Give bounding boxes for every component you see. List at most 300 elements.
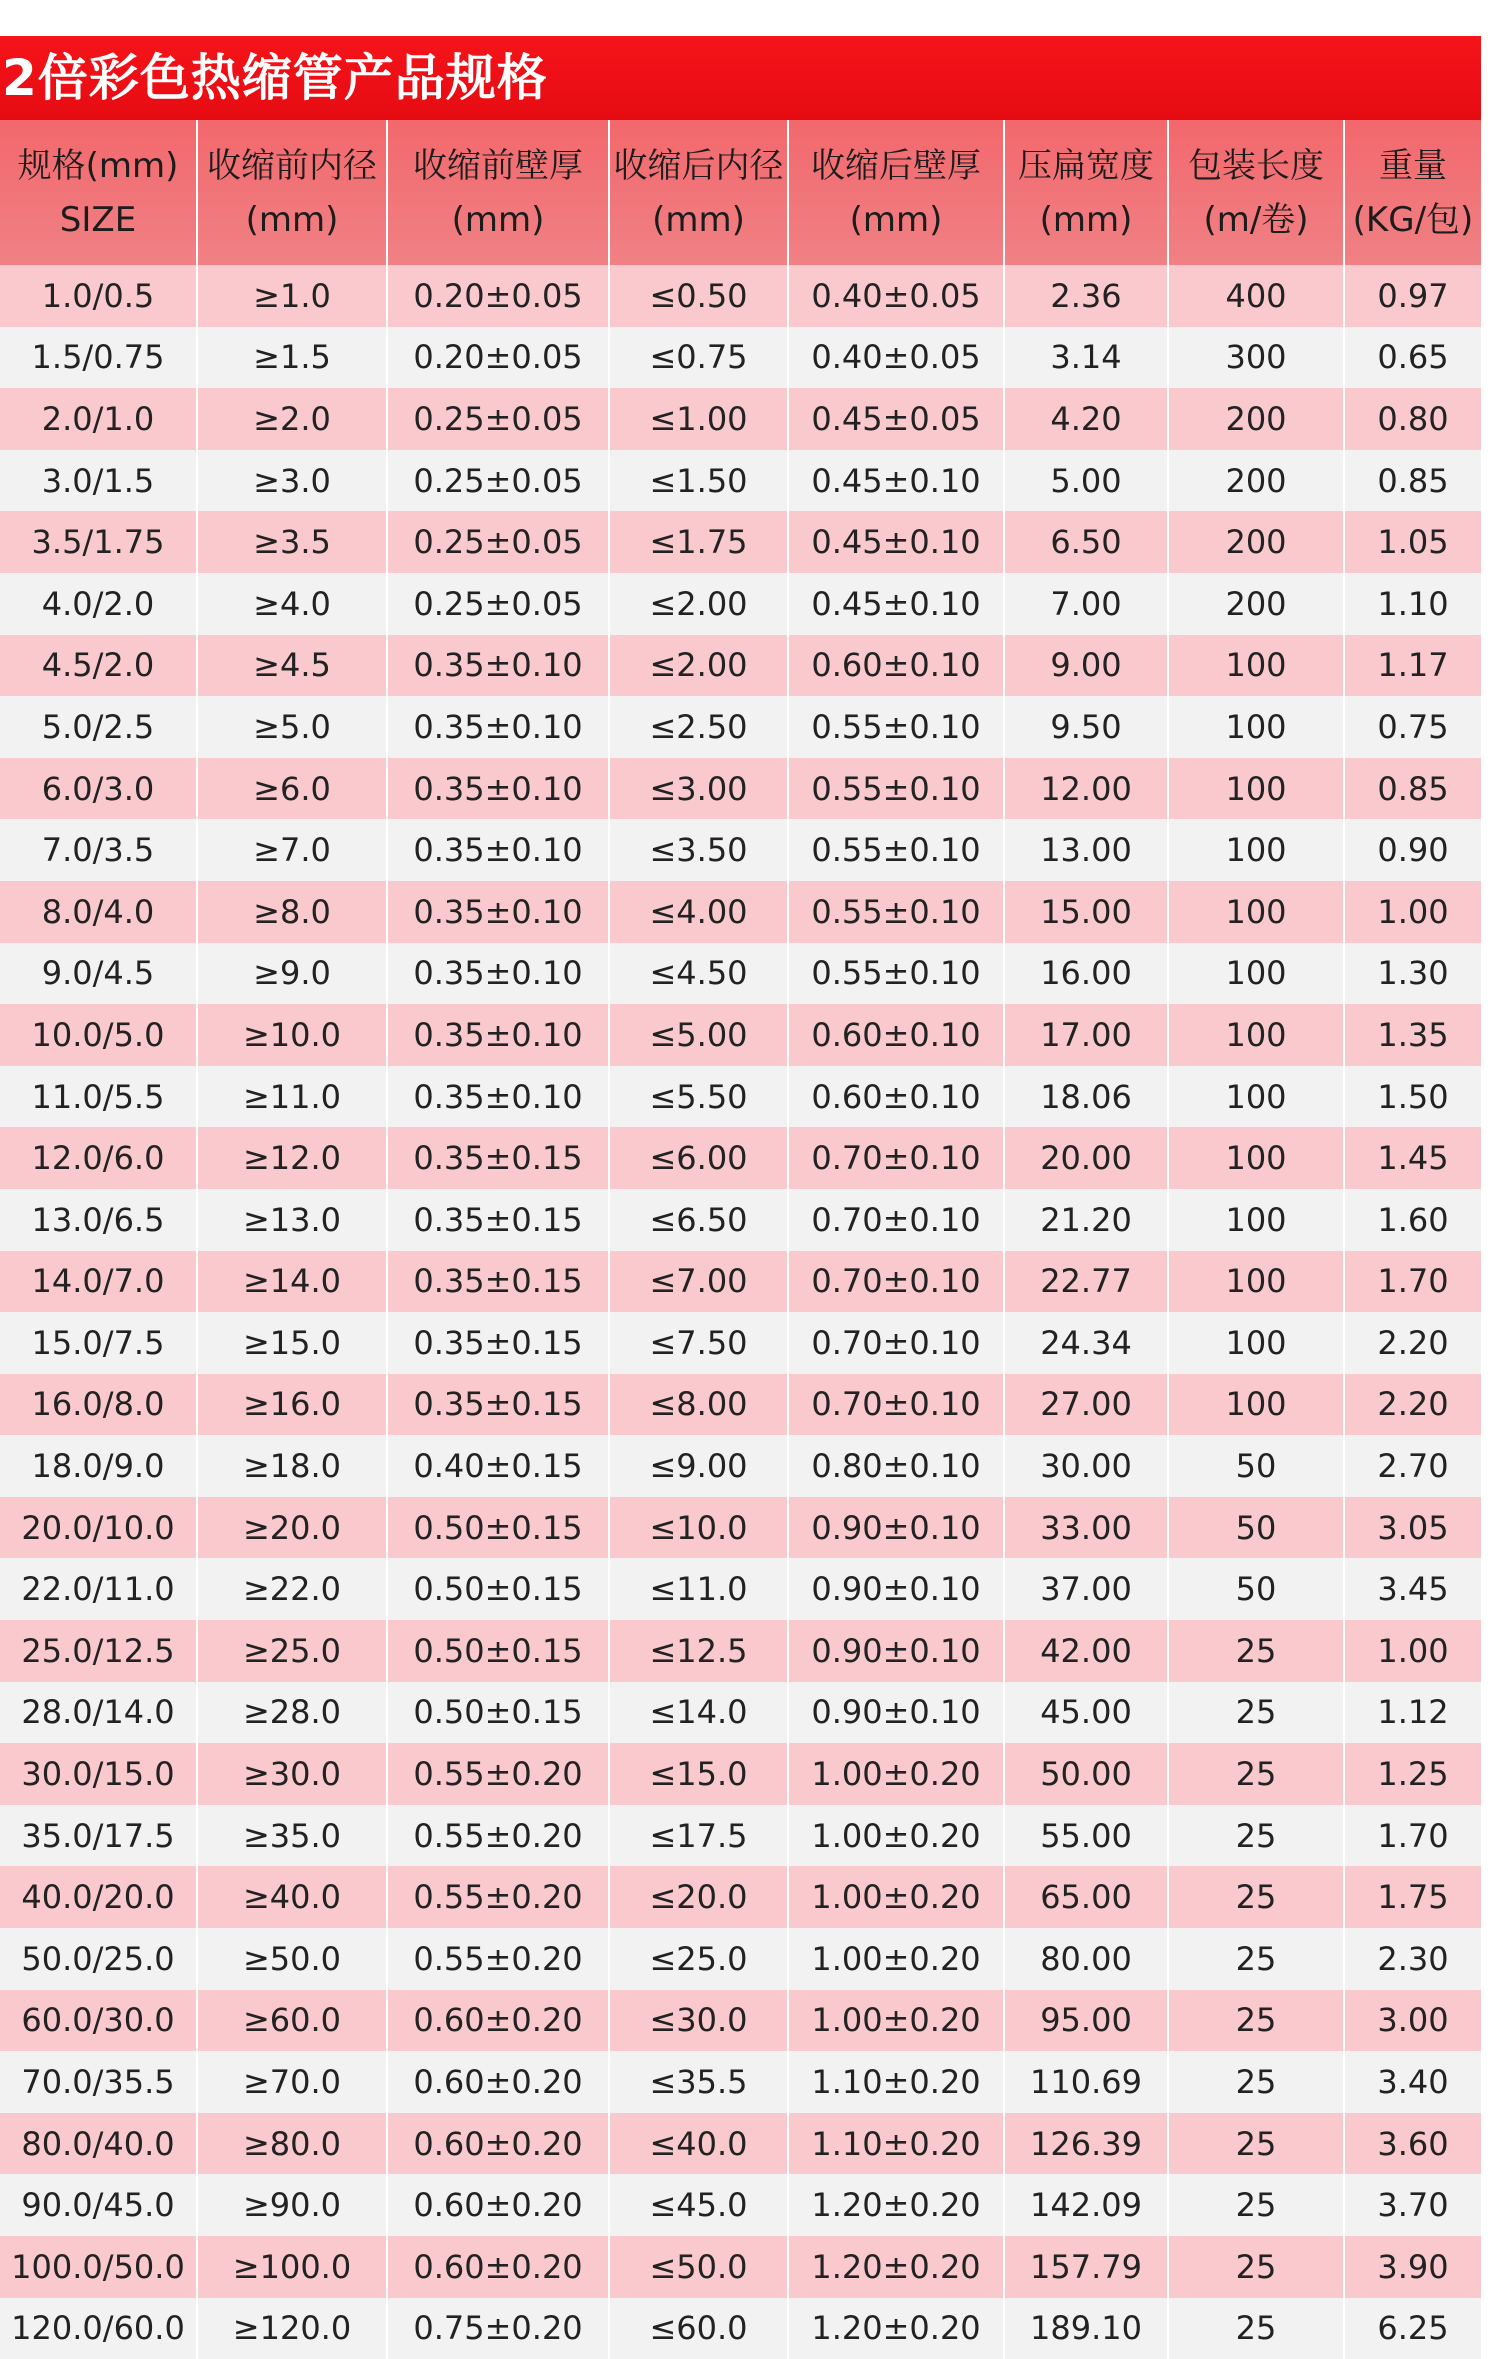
cell-size: 120.0/60.0 — [0, 2298, 197, 2359]
title-banner — [0, 36, 1481, 120]
cell-pre-wall-thickness: 0.25±0.05 — [387, 511, 609, 573]
header-weight: 重量 (KG/包) — [1344, 120, 1481, 265]
cell-package-length: 200 — [1168, 511, 1344, 573]
cell-pre-inner-diameter: ≥60.0 — [197, 1990, 387, 2052]
cell-pre-inner-diameter: ≥12.0 — [197, 1127, 387, 1189]
cell-package-length: 100 — [1168, 1189, 1344, 1251]
cell-pre-wall-thickness: 0.35±0.15 — [387, 1251, 609, 1313]
cell-pre-inner-diameter: ≥120.0 — [197, 2298, 387, 2359]
cell-pre-wall-thickness: 0.60±0.20 — [387, 2174, 609, 2236]
cell-weight: 1.35 — [1344, 1004, 1481, 1066]
cell-package-length: 25 — [1168, 1805, 1344, 1867]
cell-size: 7.0/3.5 — [0, 819, 197, 881]
cell-post-wall-thickness: 0.60±0.10 — [788, 1066, 1004, 1128]
cell-pre-wall-thickness: 0.50±0.15 — [387, 1620, 609, 1682]
cell-size: 1.5/0.75 — [0, 327, 197, 389]
cell-flat-width: 12.00 — [1004, 758, 1168, 820]
cell-pre-wall-thickness: 0.60±0.20 — [387, 2051, 609, 2113]
cell-flat-width: 18.06 — [1004, 1066, 1168, 1128]
cell-weight: 1.25 — [1344, 1743, 1481, 1805]
table-row — [0, 758, 1481, 820]
cell-flat-width: 110.69 — [1004, 2051, 1168, 2113]
cell-pre-wall-thickness: 0.35±0.10 — [387, 696, 609, 758]
cell-flat-width: 7.00 — [1004, 573, 1168, 635]
cell-flat-width: 9.50 — [1004, 696, 1168, 758]
cell-post-wall-thickness: 1.10±0.20 — [788, 2051, 1004, 2113]
cell-flat-width: 80.00 — [1004, 1928, 1168, 1990]
cell-post-inner-diameter: ≤30.0 — [609, 1990, 788, 2052]
cell-post-inner-diameter: ≤3.00 — [609, 758, 788, 820]
cell-weight: 0.90 — [1344, 819, 1481, 881]
cell-pre-inner-diameter: ≥9.0 — [197, 943, 387, 1005]
cell-post-inner-diameter: ≤2.50 — [609, 696, 788, 758]
cell-post-wall-thickness: 1.20±0.20 — [788, 2174, 1004, 2236]
cell-pre-inner-diameter: ≥1.5 — [197, 327, 387, 389]
cell-post-inner-diameter: ≤5.50 — [609, 1066, 788, 1128]
cell-weight: 0.65 — [1344, 327, 1481, 389]
cell-pre-wall-thickness: 0.25±0.05 — [387, 450, 609, 512]
cell-size: 6.0/3.0 — [0, 758, 197, 820]
cell-size: 18.0/9.0 — [0, 1435, 197, 1497]
cell-post-inner-diameter: ≤2.00 — [609, 573, 788, 635]
table-body — [0, 265, 1481, 2359]
cell-package-length: 25 — [1168, 1866, 1344, 1928]
cell-post-wall-thickness: 1.10±0.20 — [788, 2113, 1004, 2175]
table-row — [0, 1928, 1481, 1990]
cell-pre-wall-thickness: 0.35±0.15 — [387, 1312, 609, 1374]
cell-flat-width: 50.00 — [1004, 1743, 1168, 1805]
cell-size: 15.0/7.5 — [0, 1312, 197, 1374]
cell-post-wall-thickness: 1.20±0.20 — [788, 2298, 1004, 2359]
cell-pre-wall-thickness: 0.55±0.20 — [387, 1866, 609, 1928]
cell-pre-wall-thickness: 0.60±0.20 — [387, 2236, 609, 2298]
cell-weight: 0.97 — [1344, 265, 1481, 327]
cell-pre-wall-thickness: 0.35±0.10 — [387, 881, 609, 943]
cell-size: 8.0/4.0 — [0, 881, 197, 943]
cell-pre-wall-thickness: 0.55±0.20 — [387, 1743, 609, 1805]
page-title: 2倍彩色热缩管产品规格 — [2, 49, 548, 107]
cell-pre-inner-diameter: ≥50.0 — [197, 1928, 387, 1990]
cell-flat-width: 21.20 — [1004, 1189, 1168, 1251]
cell-package-length: 25 — [1168, 1990, 1344, 2052]
cell-package-length: 25 — [1168, 1743, 1344, 1805]
cell-post-wall-thickness: 0.60±0.10 — [788, 1004, 1004, 1066]
cell-flat-width: 3.14 — [1004, 327, 1168, 389]
table-row — [0, 1990, 1481, 2052]
cell-weight: 2.20 — [1344, 1312, 1481, 1374]
cell-post-wall-thickness: 0.70±0.10 — [788, 1127, 1004, 1189]
cell-size: 20.0/10.0 — [0, 1497, 197, 1559]
cell-pre-inner-diameter: ≥14.0 — [197, 1251, 387, 1313]
header-post-wall-thickness: 收缩后壁厚 (mm) — [788, 120, 1004, 265]
cell-post-wall-thickness: 0.45±0.10 — [788, 511, 1004, 573]
cell-pre-wall-thickness: 0.55±0.20 — [387, 1805, 609, 1867]
cell-post-inner-diameter: ≤7.50 — [609, 1312, 788, 1374]
cell-pre-inner-diameter: ≥4.5 — [197, 635, 387, 697]
cell-pre-inner-diameter: ≥70.0 — [197, 2051, 387, 2113]
cell-pre-inner-diameter: ≥10.0 — [197, 1004, 387, 1066]
table-row — [0, 1805, 1481, 1867]
cell-pre-inner-diameter: ≥80.0 — [197, 2113, 387, 2175]
cell-size: 9.0/4.5 — [0, 943, 197, 1005]
cell-size: 1.0/0.5 — [0, 265, 197, 327]
cell-pre-wall-thickness: 0.35±0.15 — [387, 1189, 609, 1251]
cell-package-length: 25 — [1168, 2236, 1344, 2298]
cell-size: 4.5/2.0 — [0, 635, 197, 697]
cell-post-wall-thickness: 0.70±0.10 — [788, 1189, 1004, 1251]
cell-flat-width: 16.00 — [1004, 943, 1168, 1005]
cell-pre-inner-diameter: ≥15.0 — [197, 1312, 387, 1374]
cell-pre-inner-diameter: ≥18.0 — [197, 1435, 387, 1497]
cell-post-inner-diameter: ≤6.00 — [609, 1127, 788, 1189]
cell-post-inner-diameter: ≤50.0 — [609, 2236, 788, 2298]
cell-pre-inner-diameter: ≥25.0 — [197, 1620, 387, 1682]
table-row — [0, 388, 1481, 450]
cell-size: 4.0/2.0 — [0, 573, 197, 635]
cell-weight: 1.50 — [1344, 1066, 1481, 1128]
cell-flat-width: 22.77 — [1004, 1251, 1168, 1313]
cell-weight: 1.45 — [1344, 1127, 1481, 1189]
cell-package-length: 25 — [1168, 1682, 1344, 1744]
cell-package-length: 100 — [1168, 1004, 1344, 1066]
cell-pre-wall-thickness: 0.55±0.20 — [387, 1928, 609, 1990]
cell-package-length: 100 — [1168, 635, 1344, 697]
cell-flat-width: 15.00 — [1004, 881, 1168, 943]
cell-flat-width: 45.00 — [1004, 1682, 1168, 1744]
cell-weight: 1.10 — [1344, 573, 1481, 635]
cell-post-wall-thickness: 0.55±0.10 — [788, 696, 1004, 758]
table-row — [0, 1743, 1481, 1805]
cell-size: 5.0/2.5 — [0, 696, 197, 758]
header-flat-width: 压扁宽度 (mm) — [1004, 120, 1168, 265]
cell-post-inner-diameter: ≤7.00 — [609, 1251, 788, 1313]
cell-flat-width: 5.00 — [1004, 450, 1168, 512]
table-row — [0, 511, 1481, 573]
cell-pre-inner-diameter: ≥90.0 — [197, 2174, 387, 2236]
spec-table — [0, 120, 1481, 2359]
cell-weight: 1.00 — [1344, 881, 1481, 943]
cell-weight: 3.05 — [1344, 1497, 1481, 1559]
cell-package-length: 50 — [1168, 1497, 1344, 1559]
cell-package-length: 50 — [1168, 1558, 1344, 1620]
cell-post-wall-thickness: 0.70±0.10 — [788, 1374, 1004, 1436]
cell-post-inner-diameter: ≤40.0 — [609, 2113, 788, 2175]
cell-pre-wall-thickness: 0.50±0.15 — [387, 1558, 609, 1620]
cell-size: 70.0/35.5 — [0, 2051, 197, 2113]
cell-pre-inner-diameter: ≥6.0 — [197, 758, 387, 820]
cell-weight: 3.90 — [1344, 2236, 1481, 2298]
cell-post-wall-thickness: 0.45±0.05 — [788, 388, 1004, 450]
table-row — [0, 1682, 1481, 1744]
cell-post-inner-diameter: ≤0.75 — [609, 327, 788, 389]
table-row — [0, 1066, 1481, 1128]
cell-size: 10.0/5.0 — [0, 1004, 197, 1066]
cell-pre-wall-thickness: 0.35±0.10 — [387, 819, 609, 881]
cell-flat-width: 42.00 — [1004, 1620, 1168, 1682]
table-row — [0, 2298, 1481, 2359]
cell-flat-width: 33.00 — [1004, 1497, 1168, 1559]
cell-pre-wall-thickness: 0.35±0.10 — [387, 943, 609, 1005]
cell-pre-inner-diameter: ≥7.0 — [197, 819, 387, 881]
table-row — [0, 1435, 1481, 1497]
table-row — [0, 881, 1481, 943]
cell-post-wall-thickness: 0.55±0.10 — [788, 758, 1004, 820]
cell-post-wall-thickness: 0.55±0.10 — [788, 819, 1004, 881]
cell-package-length: 100 — [1168, 696, 1344, 758]
table-row — [0, 450, 1481, 512]
cell-pre-inner-diameter: ≥35.0 — [197, 1805, 387, 1867]
cell-package-length: 200 — [1168, 450, 1344, 512]
cell-package-length: 25 — [1168, 1928, 1344, 1990]
cell-flat-width: 189.10 — [1004, 2298, 1168, 2359]
cell-package-length: 100 — [1168, 1066, 1344, 1128]
cell-package-length: 25 — [1168, 2174, 1344, 2236]
cell-post-wall-thickness: 0.55±0.10 — [788, 881, 1004, 943]
header-package-length: 包装长度 (m/卷) — [1168, 120, 1344, 265]
cell-post-inner-diameter: ≤9.00 — [609, 1435, 788, 1497]
cell-weight: 3.40 — [1344, 2051, 1481, 2113]
cell-pre-wall-thickness: 0.35±0.15 — [387, 1374, 609, 1436]
cell-flat-width: 30.00 — [1004, 1435, 1168, 1497]
cell-pre-wall-thickness: 0.20±0.05 — [387, 265, 609, 327]
header-post-inner-diameter: 收缩后内径 (mm) — [609, 120, 788, 265]
cell-weight: 3.70 — [1344, 2174, 1481, 2236]
cell-flat-width: 142.09 — [1004, 2174, 1168, 2236]
table-row — [0, 943, 1481, 1005]
cell-post-inner-diameter: ≤6.50 — [609, 1189, 788, 1251]
cell-post-inner-diameter: ≤35.5 — [609, 2051, 788, 2113]
cell-flat-width: 55.00 — [1004, 1805, 1168, 1867]
cell-size: 11.0/5.5 — [0, 1066, 197, 1128]
cell-size: 100.0/50.0 — [0, 2236, 197, 2298]
cell-package-length: 100 — [1168, 881, 1344, 943]
cell-post-wall-thickness: 0.55±0.10 — [788, 943, 1004, 1005]
cell-pre-inner-diameter: ≥11.0 — [197, 1066, 387, 1128]
header-pre-wall-thickness: 收缩前壁厚 (mm) — [387, 120, 609, 265]
cell-pre-inner-diameter: ≥22.0 — [197, 1558, 387, 1620]
cell-post-inner-diameter: ≤4.00 — [609, 881, 788, 943]
cell-size: 80.0/40.0 — [0, 2113, 197, 2175]
cell-post-inner-diameter: ≤10.0 — [609, 1497, 788, 1559]
cell-weight: 6.25 — [1344, 2298, 1481, 2359]
cell-size: 25.0/12.5 — [0, 1620, 197, 1682]
cell-post-inner-diameter: ≤3.50 — [609, 819, 788, 881]
cell-pre-inner-diameter: ≥3.0 — [197, 450, 387, 512]
cell-package-length: 100 — [1168, 1251, 1344, 1313]
cell-pre-inner-diameter: ≥20.0 — [197, 1497, 387, 1559]
table-row — [0, 573, 1481, 635]
cell-post-inner-diameter: ≤0.50 — [609, 265, 788, 327]
cell-flat-width: 20.00 — [1004, 1127, 1168, 1189]
cell-package-length: 100 — [1168, 819, 1344, 881]
cell-pre-wall-thickness: 0.35±0.10 — [387, 1004, 609, 1066]
cell-post-inner-diameter: ≤2.00 — [609, 635, 788, 697]
cell-pre-wall-thickness: 0.40±0.15 — [387, 1435, 609, 1497]
cell-pre-inner-diameter: ≥40.0 — [197, 1866, 387, 1928]
cell-post-wall-thickness: 0.90±0.10 — [788, 1682, 1004, 1744]
cell-post-inner-diameter: ≤15.0 — [609, 1743, 788, 1805]
cell-flat-width: 95.00 — [1004, 1990, 1168, 2052]
cell-package-length: 25 — [1168, 1620, 1344, 1682]
cell-pre-wall-thickness: 0.35±0.10 — [387, 635, 609, 697]
cell-post-wall-thickness: 1.00±0.20 — [788, 1805, 1004, 1867]
cell-post-wall-thickness: 0.40±0.05 — [788, 265, 1004, 327]
cell-package-length: 200 — [1168, 388, 1344, 450]
cell-post-wall-thickness: 1.00±0.20 — [788, 1743, 1004, 1805]
cell-flat-width: 24.34 — [1004, 1312, 1168, 1374]
table-row — [0, 1866, 1481, 1928]
cell-flat-width: 37.00 — [1004, 1558, 1168, 1620]
table-row — [0, 327, 1481, 389]
cell-weight: 1.75 — [1344, 1866, 1481, 1928]
cell-post-inner-diameter: ≤12.5 — [609, 1620, 788, 1682]
cell-post-wall-thickness: 1.00±0.20 — [788, 1990, 1004, 2052]
cell-package-length: 25 — [1168, 2051, 1344, 2113]
cell-pre-wall-thickness: 0.60±0.20 — [387, 2113, 609, 2175]
table-row — [0, 2051, 1481, 2113]
cell-post-wall-thickness: 0.90±0.10 — [788, 1497, 1004, 1559]
cell-pre-wall-thickness: 0.35±0.15 — [387, 1127, 609, 1189]
cell-pre-wall-thickness: 0.75±0.20 — [387, 2298, 609, 2359]
table-row — [0, 1558, 1481, 1620]
cell-pre-wall-thickness: 0.25±0.05 — [387, 573, 609, 635]
cell-weight: 1.05 — [1344, 511, 1481, 573]
header-row — [0, 120, 1481, 265]
cell-post-wall-thickness: 1.00±0.20 — [788, 1928, 1004, 1990]
cell-size: 2.0/1.0 — [0, 388, 197, 450]
cell-post-inner-diameter: ≤17.5 — [609, 1805, 788, 1867]
cell-size: 22.0/11.0 — [0, 1558, 197, 1620]
cell-flat-width: 17.00 — [1004, 1004, 1168, 1066]
cell-pre-inner-diameter: ≥3.5 — [197, 511, 387, 573]
cell-weight: 2.70 — [1344, 1435, 1481, 1497]
cell-weight: 2.20 — [1344, 1374, 1481, 1436]
cell-package-length: 25 — [1168, 2298, 1344, 2359]
cell-post-inner-diameter: ≤25.0 — [609, 1928, 788, 1990]
cell-size: 13.0/6.5 — [0, 1189, 197, 1251]
cell-weight: 1.60 — [1344, 1189, 1481, 1251]
header-size: 规格(mm) SIZE — [0, 120, 197, 265]
cell-post-inner-diameter: ≤11.0 — [609, 1558, 788, 1620]
cell-post-inner-diameter: ≤1.50 — [609, 450, 788, 512]
cell-flat-width: 13.00 — [1004, 819, 1168, 881]
cell-size: 40.0/20.0 — [0, 1866, 197, 1928]
cell-post-wall-thickness: 0.80±0.10 — [788, 1435, 1004, 1497]
cell-weight: 0.85 — [1344, 450, 1481, 512]
cell-flat-width: 2.36 — [1004, 265, 1168, 327]
cell-post-wall-thickness: 0.70±0.10 — [788, 1251, 1004, 1313]
cell-weight: 3.45 — [1344, 1558, 1481, 1620]
cell-post-wall-thickness: 0.90±0.10 — [788, 1620, 1004, 1682]
cell-flat-width: 6.50 — [1004, 511, 1168, 573]
cell-post-wall-thickness: 0.45±0.10 — [788, 573, 1004, 635]
table-row — [0, 1312, 1481, 1374]
cell-flat-width: 157.79 — [1004, 2236, 1168, 2298]
cell-weight: 1.30 — [1344, 943, 1481, 1005]
cell-flat-width: 27.00 — [1004, 1374, 1168, 1436]
cell-post-wall-thickness: 1.00±0.20 — [788, 1866, 1004, 1928]
cell-size: 12.0/6.0 — [0, 1127, 197, 1189]
cell-package-length: 100 — [1168, 1312, 1344, 1374]
cell-post-inner-diameter: ≤60.0 — [609, 2298, 788, 2359]
table-row — [0, 1189, 1481, 1251]
cell-flat-width: 4.20 — [1004, 388, 1168, 450]
cell-weight: 3.60 — [1344, 2113, 1481, 2175]
cell-pre-inner-diameter: ≥30.0 — [197, 1743, 387, 1805]
header-pre-inner-diameter: 收缩前内径 (mm) — [197, 120, 387, 265]
cell-weight: 1.00 — [1344, 1620, 1481, 1682]
cell-pre-inner-diameter: ≥13.0 — [197, 1189, 387, 1251]
cell-weight: 3.00 — [1344, 1990, 1481, 2052]
cell-pre-wall-thickness: 0.25±0.05 — [387, 388, 609, 450]
cell-post-wall-thickness: 0.40±0.05 — [788, 327, 1004, 389]
table-row — [0, 1004, 1481, 1066]
cell-weight: 0.75 — [1344, 696, 1481, 758]
cell-size: 90.0/45.0 — [0, 2174, 197, 2236]
cell-package-length: 300 — [1168, 327, 1344, 389]
cell-size: 14.0/7.0 — [0, 1251, 197, 1313]
cell-post-wall-thickness: 0.90±0.10 — [788, 1558, 1004, 1620]
cell-pre-wall-thickness: 0.50±0.15 — [387, 1682, 609, 1744]
table-row — [0, 2236, 1481, 2298]
table-row — [0, 1127, 1481, 1189]
table-header — [0, 120, 1481, 265]
table-row — [0, 1497, 1481, 1559]
table-row — [0, 819, 1481, 881]
cell-post-inner-diameter: ≤1.75 — [609, 511, 788, 573]
table-row — [0, 635, 1481, 697]
cell-post-wall-thickness: 0.60±0.10 — [788, 635, 1004, 697]
cell-size: 60.0/30.0 — [0, 1990, 197, 2052]
cell-weight: 0.80 — [1344, 388, 1481, 450]
cell-post-wall-thickness: 0.70±0.10 — [788, 1312, 1004, 1374]
cell-size: 3.5/1.75 — [0, 511, 197, 573]
cell-size: 16.0/8.0 — [0, 1374, 197, 1436]
cell-package-length: 100 — [1168, 1127, 1344, 1189]
cell-post-wall-thickness: 0.45±0.10 — [788, 450, 1004, 512]
cell-post-wall-thickness: 1.20±0.20 — [788, 2236, 1004, 2298]
cell-pre-inner-diameter: ≥28.0 — [197, 1682, 387, 1744]
cell-pre-inner-diameter: ≥16.0 — [197, 1374, 387, 1436]
cell-pre-wall-thickness: 0.35±0.10 — [387, 758, 609, 820]
table-row — [0, 696, 1481, 758]
cell-pre-wall-thickness: 0.35±0.10 — [387, 1066, 609, 1128]
cell-weight: 1.17 — [1344, 635, 1481, 697]
cell-post-inner-diameter: ≤4.50 — [609, 943, 788, 1005]
cell-post-inner-diameter: ≤8.00 — [609, 1374, 788, 1436]
cell-size: 3.0/1.5 — [0, 450, 197, 512]
table-row — [0, 1620, 1481, 1682]
cell-size: 28.0/14.0 — [0, 1682, 197, 1744]
cell-package-length: 100 — [1168, 1374, 1344, 1436]
cell-package-length: 400 — [1168, 265, 1344, 327]
cell-pre-inner-diameter: ≥1.0 — [197, 265, 387, 327]
table-row — [0, 265, 1481, 327]
cell-package-length: 50 — [1168, 1435, 1344, 1497]
cell-pre-inner-diameter: ≥4.0 — [197, 573, 387, 635]
cell-weight: 1.12 — [1344, 1682, 1481, 1744]
cell-weight: 2.30 — [1344, 1928, 1481, 1990]
cell-post-inner-diameter: ≤14.0 — [609, 1682, 788, 1744]
cell-pre-inner-diameter: ≥5.0 — [197, 696, 387, 758]
cell-package-length: 100 — [1168, 943, 1344, 1005]
cell-pre-wall-thickness: 0.20±0.05 — [387, 327, 609, 389]
cell-flat-width: 65.00 — [1004, 1866, 1168, 1928]
cell-package-length: 25 — [1168, 2113, 1344, 2175]
cell-size: 30.0/15.0 — [0, 1743, 197, 1805]
cell-post-inner-diameter: ≤45.0 — [609, 2174, 788, 2236]
cell-package-length: 200 — [1168, 573, 1344, 635]
